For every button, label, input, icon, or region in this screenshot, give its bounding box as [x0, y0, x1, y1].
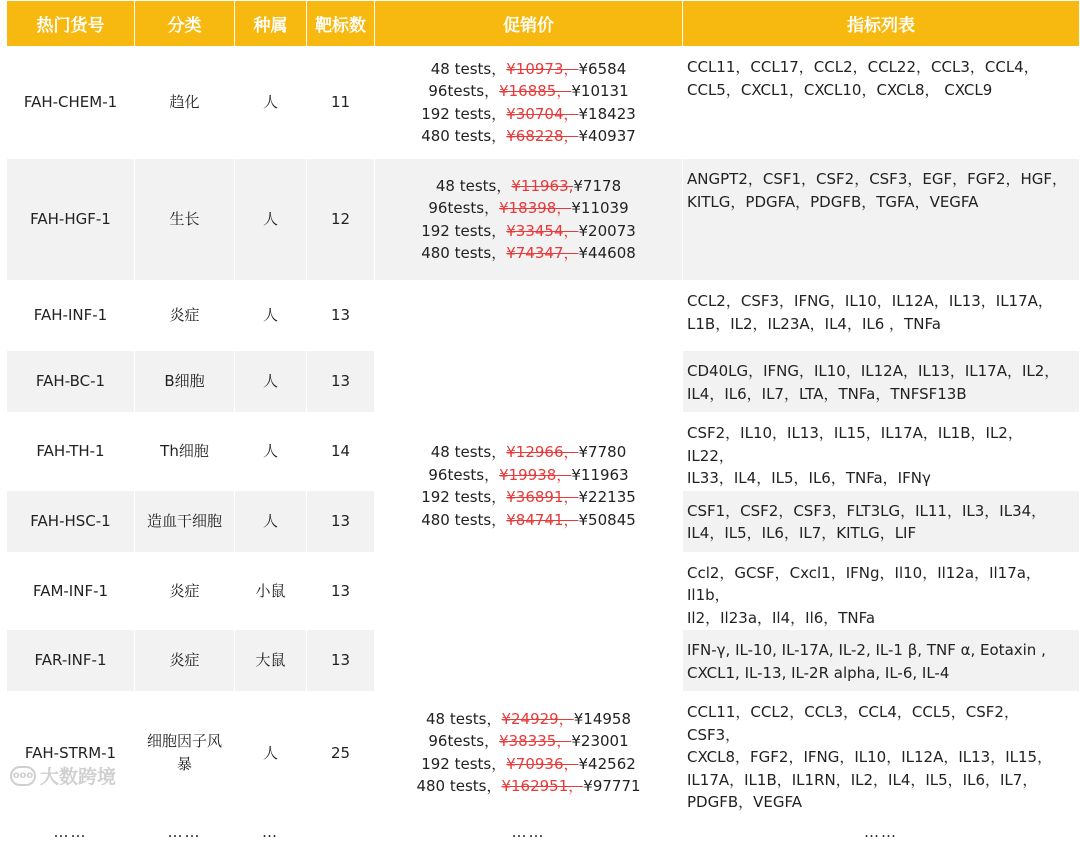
original-price: ¥162951， [501, 777, 584, 796]
product-species: 小鼠 [235, 552, 307, 630]
target-count: 14 [307, 413, 375, 491]
indicator-line: CCL2，CSF3，IFNG，IL10，IL12A，IL13，IL17A， [687, 292, 1053, 310]
promo-price: ¥23001 [571, 732, 629, 751]
price-line [375, 464, 682, 487]
indicator-list [683, 351, 1080, 413]
original-price: ¥18398， [499, 199, 572, 217]
indicator-line: CD40LG，IFNG，IL10，IL12A，IL13，IL17A，IL2， [687, 362, 1060, 380]
more-targets [307, 814, 375, 850]
watermark-text: 大数跨境 [40, 766, 117, 788]
product-price-table [6, 0, 1080, 851]
promo-price: ¥14958 [573, 709, 631, 728]
original-price: ¥36891， [506, 488, 579, 506]
pack-size: 192 tests， [421, 754, 507, 773]
header-species: 种属 [235, 1, 307, 47]
price-line [375, 197, 682, 220]
header-price: 促销价 [375, 1, 683, 47]
original-price: ¥11963, [511, 176, 574, 195]
indicator-line: L1B，IL2，IL23A，IL4，IL6 ，TNFa [687, 314, 941, 333]
product-code: FAM-INF-1 [7, 552, 135, 630]
pack-size: 48 tests， [430, 443, 507, 461]
header-indicators: 指标列表 [683, 1, 1080, 47]
promo-price: ¥11963 [571, 465, 629, 484]
target-count: 13 [307, 630, 375, 692]
indicator-line: Ccl2，GCSF，Cxcl1，IFNg，Il10，Il12a，Il17a，Il1b， [687, 563, 1041, 604]
indicator-line: CSF1，CSF2，CSF3，FLT3LG，IL11，IL3，IL34， [687, 501, 1047, 520]
indicator-line: CCL11，CCL17，CCL2，CCL22，CCL3，CCL4， [687, 58, 1039, 76]
product-category: 趋化 [135, 47, 235, 159]
target-count: 12 [307, 159, 375, 281]
product-code: FAH-TH-1 [7, 413, 135, 491]
original-price: ¥68228， [506, 127, 579, 145]
promo-price: ¥11039 [571, 199, 629, 217]
product-species: 大鼠 [235, 630, 307, 692]
price-line [375, 242, 682, 265]
pack-size: 48 tests， [430, 59, 507, 78]
price-line [375, 58, 682, 81]
original-price: ¥38335， [499, 732, 572, 751]
product-category: 造血干细胞 [135, 490, 235, 552]
product-code: FAH-CHEM-1 [7, 47, 135, 159]
header-category: 分类 [135, 1, 235, 47]
product-code: FAR-INF-1 [7, 630, 135, 692]
promo-price: ¥50845 [578, 510, 636, 529]
product-category: 炎症 [135, 281, 235, 351]
original-price: ¥10973， [506, 59, 579, 78]
promo-price: ¥22135 [578, 488, 636, 506]
product-species: 人 [235, 159, 307, 281]
watermark-logo-icon: ooo [10, 766, 36, 786]
price-cell [375, 47, 683, 159]
more-indicators: …… [683, 814, 1080, 850]
promo-price: ¥42562 [578, 754, 636, 773]
indicator-line: CCL5，CXCL1，CXCL10，CXCL8， CXCL9 [687, 80, 993, 99]
product-species: 人 [235, 47, 307, 159]
indicator-line: Il2，Il23a，Il4，Il6，TNFa [687, 608, 876, 627]
price-line [375, 775, 682, 798]
indicator-list [683, 413, 1080, 491]
original-price: ¥16885， [499, 82, 572, 100]
indicator-line: CCL11，CCL2，CCL3，CCL4，CCL5，CSF2，CSF3， [687, 703, 1019, 744]
price-cell [375, 159, 683, 281]
indicator-line: IL17A，IL1B，IL1RN，IL2，IL4，IL5，IL6，IL7， [687, 770, 1038, 789]
original-price: ¥30704， [506, 104, 579, 123]
product-category: B细胞 [135, 351, 235, 413]
product-category: 炎症 [135, 552, 235, 630]
pack-size: 48 tests， [435, 176, 512, 195]
pack-size: 480 tests， [421, 244, 507, 262]
product-category: 炎症 [135, 630, 235, 692]
target-count: 13 [307, 351, 375, 413]
promo-price: ¥18423 [578, 104, 636, 123]
product-species: 人 [235, 413, 307, 491]
product-code: FAH-HSC-1 [7, 490, 135, 552]
product-code: FAH-STRM-1 [7, 692, 135, 815]
indicator-line: PDGFB，VEGFA [687, 793, 803, 811]
price-line [375, 125, 682, 148]
original-price: ¥24929， [501, 709, 574, 728]
product-code: FAH-HGF-1 [7, 159, 135, 281]
more-price: …… [375, 814, 683, 850]
shared-price-cell [375, 281, 683, 692]
price-line [375, 730, 682, 753]
pack-size: 192 tests， [421, 104, 507, 123]
indicator-line: IFN-γ, IL-10, IL-17A, IL-2, IL-1 β, TNF α, Eotaxin , [687, 641, 1046, 659]
more-species: … [235, 814, 307, 850]
pack-size: 96tests， [428, 465, 500, 484]
target-count: 25 [307, 692, 375, 815]
price-line [375, 509, 682, 532]
indicator-line: KITLG，PDGFA，PDGFB，TGFA，VEGFA [687, 192, 979, 211]
table-body [7, 47, 1080, 851]
promo-price: ¥6584 [578, 59, 627, 78]
header-row [7, 1, 1080, 47]
price-line [375, 103, 682, 126]
target-count: 13 [307, 552, 375, 630]
indicator-line: ANGPT2，CSF1，CSF2，CSF3，EGF，FGF2，HGF， [687, 170, 1068, 188]
pack-size: 96tests， [428, 732, 500, 751]
table-row [7, 47, 1080, 159]
pack-size: 48 tests， [425, 709, 502, 728]
pack-size: 480 tests， [421, 127, 507, 145]
indicator-list [683, 630, 1080, 692]
product-category: 生长 [135, 159, 235, 281]
indicator-list [683, 490, 1080, 552]
original-price: ¥74347， [506, 244, 579, 262]
original-price: ¥19938， [499, 465, 572, 484]
product-species: 人 [235, 692, 307, 815]
indicator-line: IL4，IL6，IL7，LTA，TNFa，TNFSF13B [687, 384, 967, 403]
price-line [375, 175, 682, 198]
original-price: ¥84741， [506, 510, 579, 529]
table-row [7, 281, 1080, 351]
indicator-line: IL4，IL5，IL6，IL7，KITLG，LIF [687, 524, 917, 542]
product-species: 人 [235, 490, 307, 552]
indicator-list [683, 281, 1080, 351]
product-code: FAH-BC-1 [7, 351, 135, 413]
pack-size: 480 tests， [421, 510, 507, 529]
promo-price: ¥7780 [578, 443, 627, 461]
promo-price: ¥97771 [583, 777, 641, 796]
target-count: 11 [307, 47, 375, 159]
more-category: …… [135, 814, 235, 850]
pack-size: 480 tests， [416, 777, 502, 796]
price-line [375, 486, 682, 509]
indicator-list [683, 47, 1080, 159]
original-price: ¥70936， [506, 754, 579, 773]
header-code: 热门货号 [7, 1, 135, 47]
pack-size: 96tests， [428, 199, 500, 217]
promo-price: ¥44608 [578, 244, 636, 262]
target-count: 13 [307, 490, 375, 552]
price-line [375, 220, 682, 243]
indicator-line: CSF2，IL10，IL13，IL15，IL17A，IL1B，IL2，IL22， [687, 424, 1023, 465]
price-cell [375, 692, 683, 815]
original-price: ¥12966， [506, 443, 579, 461]
pack-size: 192 tests， [421, 221, 507, 240]
indicator-list [683, 159, 1080, 281]
table-row [7, 159, 1080, 281]
product-category: Th细胞 [135, 413, 235, 491]
indicator-list [683, 692, 1080, 815]
more-row [7, 814, 1080, 850]
price-line [375, 80, 682, 103]
pack-size: 96tests， [428, 82, 500, 100]
indicator-line: CXCL1, IL-13, IL-2R alpha, IL-6, IL-4 [687, 663, 950, 682]
more-code: …… [7, 814, 135, 850]
target-count: 13 [307, 281, 375, 351]
product-species: 人 [235, 351, 307, 413]
promo-price: ¥20073 [578, 221, 636, 240]
header-targets: 靶标数 [307, 1, 375, 47]
indicator-line: IL33，IL4，IL5，IL6，TNFa，IFNγ [687, 469, 931, 487]
price-line [375, 708, 682, 731]
promo-price: ¥7178 [573, 176, 622, 195]
promo-price: ¥40937 [578, 127, 636, 145]
price-line [375, 441, 682, 464]
price-line [375, 753, 682, 776]
indicator-list [683, 552, 1080, 630]
indicator-line: CXCL8，FGF2，IFNG，IL10，IL12A，IL13，IL15， [687, 748, 1053, 766]
product-species: 人 [235, 281, 307, 351]
original-price: ¥33454， [506, 221, 579, 240]
product-category: 细胞因子风暴 [135, 692, 235, 815]
promo-price: ¥10131 [571, 82, 629, 100]
pack-size: 192 tests， [421, 488, 507, 506]
product-code: FAH-INF-1 [7, 281, 135, 351]
table-row [7, 692, 1080, 815]
